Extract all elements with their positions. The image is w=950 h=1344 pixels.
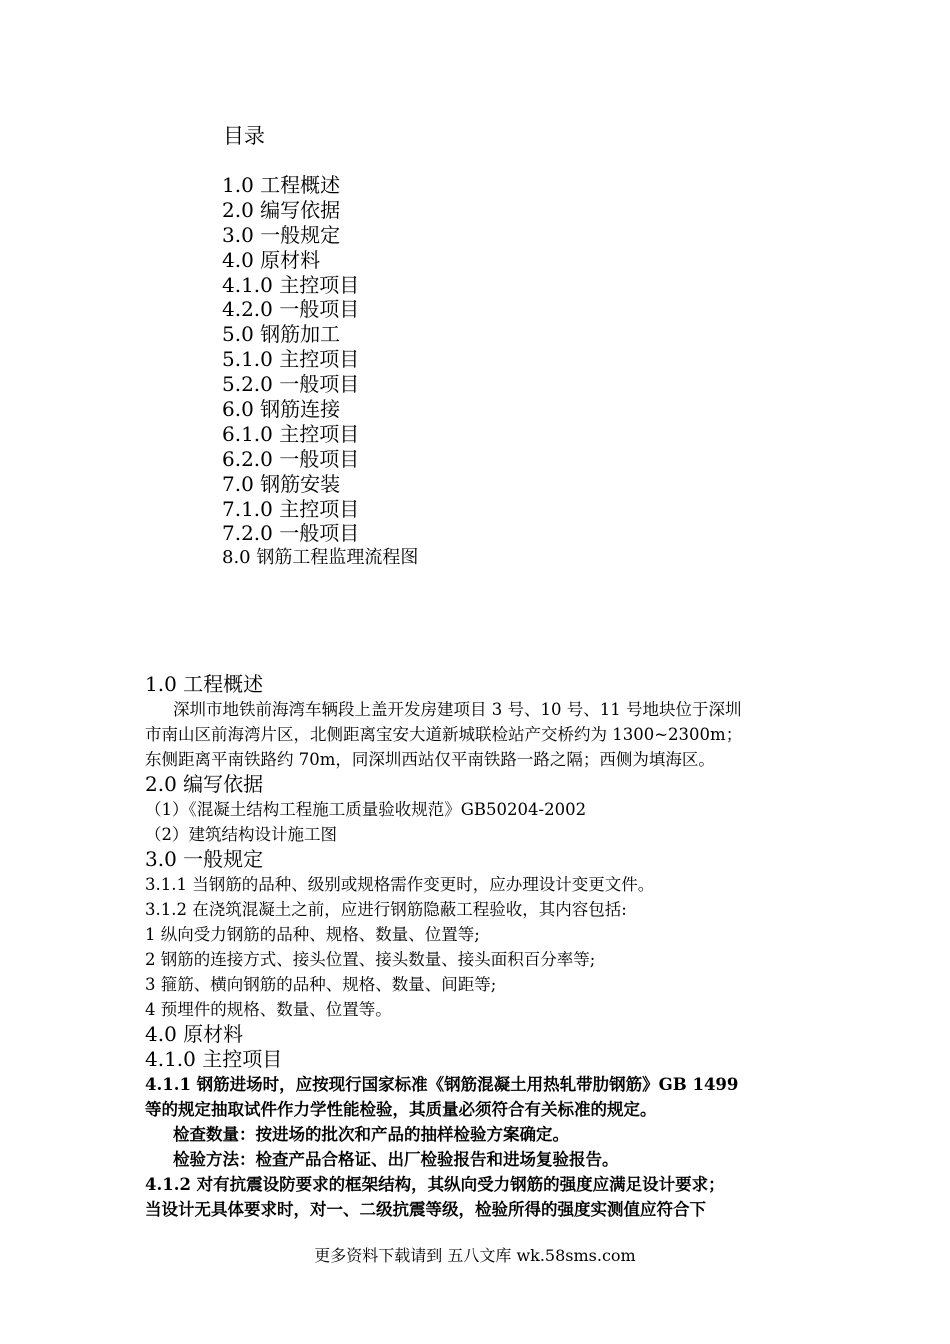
paragraph-line: 4.1.2 对有抗震设防要求的框架结构，其纵向受力钢筋的强度应满足设计要求；: [145, 1175, 725, 1194]
toc-item[interactable]: 4.1.0 主控项目: [222, 272, 360, 297]
paragraph-line: 市南山区前海湾片区，北侧距离宝安大道新城联检站产交桥约为 1300~2300m；: [145, 725, 743, 744]
paragraph-line: 4.1.1 钢筋进场时，应按现行国家标准《钢筋混凝土用热轧带肋钢筋》GB 1499: [145, 1075, 739, 1094]
toc-item[interactable]: 1.0 工程概述: [222, 173, 341, 197]
paragraph-line: 东侧距离平南铁路约 70m，同深圳西站仅平南铁路一路之隔；西侧为填海区。: [145, 750, 715, 769]
toc-item[interactable]: 7.1.0 主控项目: [222, 496, 360, 521]
paragraph-line: 3 箍筋、横向钢筋的品种、规格、数量、间距等;: [145, 975, 497, 994]
paragraph-line: 当设计无具体要求时，对一、二级抗震等级，检验所得的强度实测值应符合下: [145, 1200, 706, 1219]
toc-item[interactable]: 5.1.0 主控项目: [222, 347, 360, 372]
toc-item[interactable]: 4.0 原材料: [222, 247, 321, 272]
toc-item[interactable]: 6.0 钢筋连接: [222, 397, 341, 422]
section-heading-basis: 2.0 编写依据: [145, 772, 264, 796]
section-heading-materials: 4.0 原材料: [145, 1022, 244, 1046]
toc-item[interactable]: 6.1.0 主控项目: [222, 421, 360, 446]
paragraph-line: 等的规定抽取试件作力学性能检验，其质量必须符合有关标准的规定。: [145, 1100, 657, 1119]
toc-item[interactable]: 4.2.0 一般项目: [222, 297, 360, 322]
toc-title: 目录: [223, 124, 265, 148]
subsection-heading-main-control: 4.1.0 主控项目: [145, 1047, 283, 1071]
paragraph-line: （1）《混凝土结构工程施工质量验收规范》GB50204-2002: [145, 800, 587, 819]
paragraph-line: 3.1.1 当钢筋的品种、级别或规格需作变更时，应办理设计变更文件。: [145, 875, 655, 894]
toc-item[interactable]: 3.0 一般规定: [222, 222, 341, 247]
toc-item[interactable]: 5.2.0 一般项目: [222, 372, 360, 397]
paragraph-line: 2 钢筋的连接方式、接头位置、接头数量、接头面积百分率等;: [145, 950, 596, 969]
paragraph-line: 4 预埋件的规格、数量、位置等。: [145, 1000, 392, 1019]
document-body: [145, 672, 810, 1222]
page-footer[interactable]: 更多资料下载请到 五八文库 wk.58sms.com: [314, 1246, 636, 1265]
section-heading-overview: 1.0 工程概述: [145, 672, 264, 696]
toc-item[interactable]: 7.2.0 一般项目: [222, 521, 360, 546]
paragraph-line: 检验方法：检查产品合格证、出厂检验报告和进场复验报告。: [173, 1150, 619, 1169]
toc-item[interactable]: 5.0 钢筋加工: [222, 322, 341, 347]
paragraph-line: 深圳市地铁前海湾车辆段上盖开发房建项目 3 号、10 号、11 号地块位于深圳: [173, 700, 742, 719]
section-heading-general: 3.0 一般规定: [145, 847, 264, 871]
paragraph-line: 1 纵向受力钢筋的品种、规格、数量、位置等;: [145, 925, 480, 944]
paragraph-line: 检查数量：按进场的批次和产品的抽样检验方案确定。: [173, 1125, 569, 1144]
toc-item[interactable]: 2.0 编写依据: [222, 197, 341, 222]
toc-item[interactable]: 7.0 钢筋安装: [222, 471, 341, 496]
paragraph-line: 3.1.2 在浇筑混凝土之前，应进行钢筋隐蔽工程验收，其内容包括:: [145, 900, 627, 919]
paragraph-line: （2）建筑结构设计施工图: [145, 825, 337, 844]
table-of-contents: [222, 173, 418, 571]
toc-item[interactable]: 8.0 钢筋工程监理流程图: [222, 547, 419, 569]
toc-item[interactable]: 6.2.0 一般项目: [222, 446, 360, 471]
